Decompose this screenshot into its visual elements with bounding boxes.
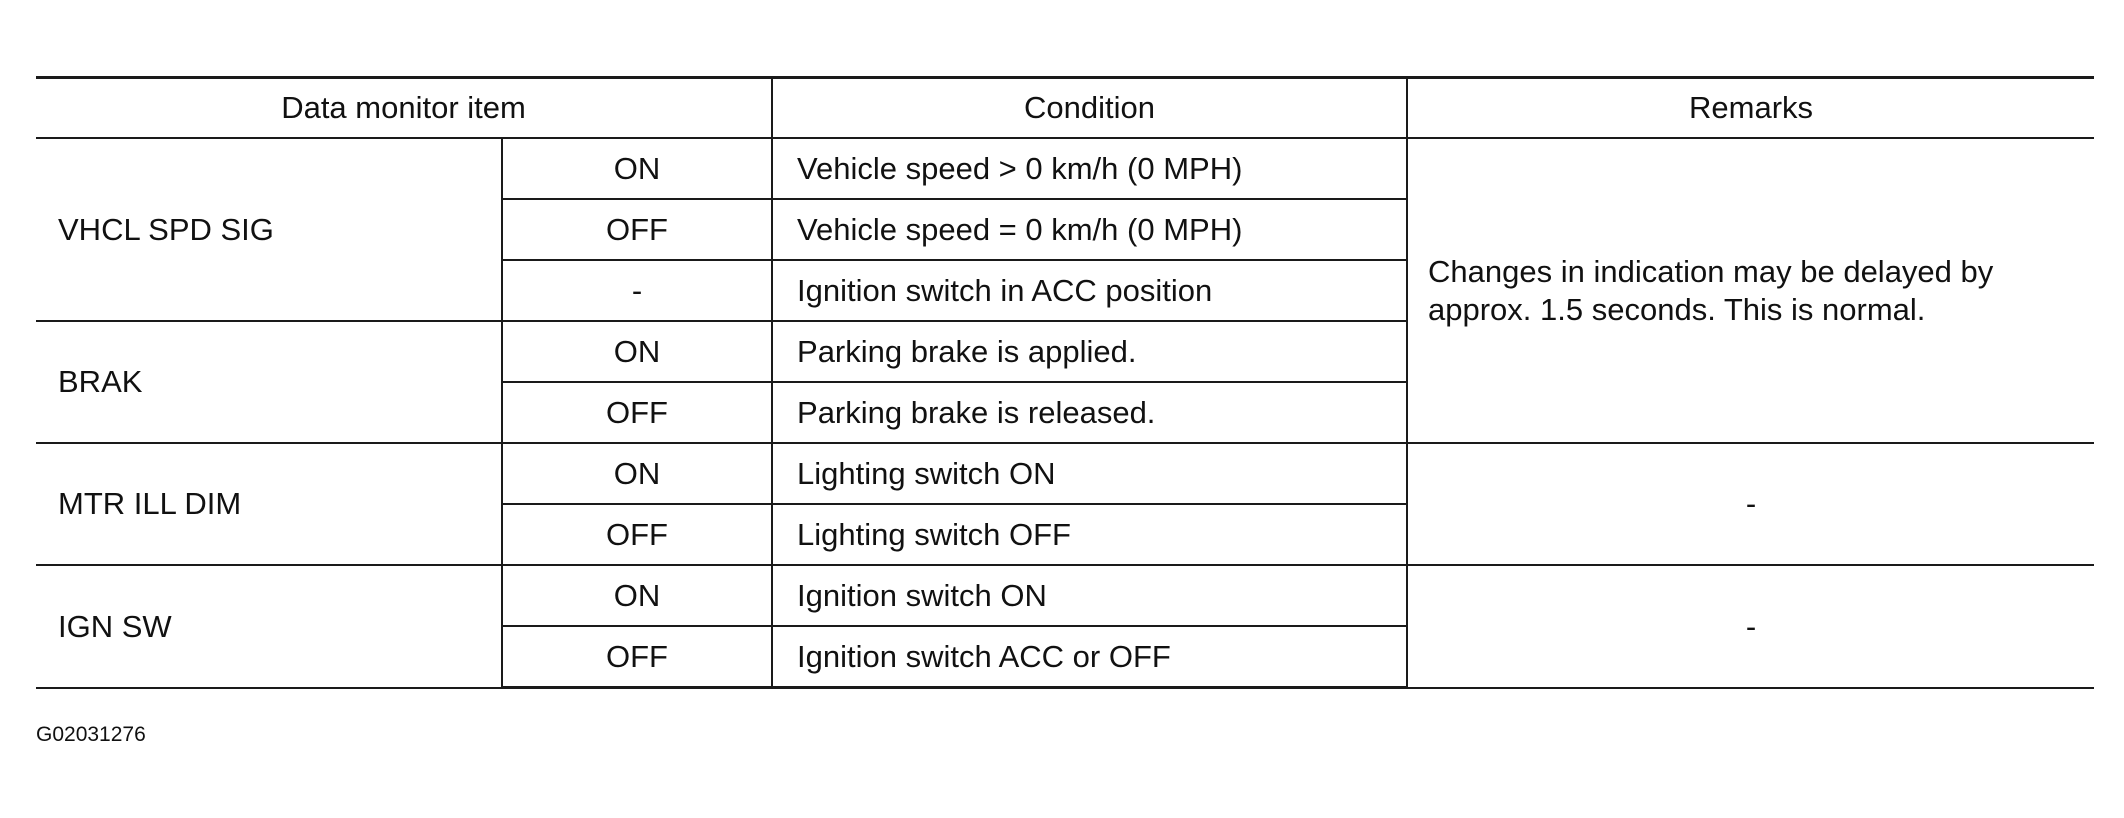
- state-cell: OFF: [502, 199, 772, 260]
- state-cell: OFF: [502, 626, 772, 688]
- header-condition: Condition: [772, 78, 1407, 139]
- condition-cell: Ignition switch ON: [772, 565, 1407, 626]
- condition-cell: Parking brake is released.: [772, 382, 1407, 443]
- table-row: [36, 443, 2094, 504]
- header-remarks: Remarks: [1407, 78, 2094, 139]
- state-cell: ON: [502, 443, 772, 504]
- item-name-vhcl-spd-sig: VHCL SPD SIG: [36, 138, 502, 321]
- condition-cell: Lighting switch OFF: [772, 504, 1407, 565]
- figure-code: G02031276: [36, 723, 146, 746]
- remarks-meter-illumination: -: [1407, 443, 2094, 565]
- state-cell: ON: [502, 138, 772, 199]
- item-name-mtr-ill-dim: MTR ILL DIM: [36, 443, 502, 565]
- condition-cell: Lighting switch ON: [772, 443, 1407, 504]
- state-cell: ON: [502, 321, 772, 382]
- state-cell: -: [502, 260, 772, 321]
- state-cell: OFF: [502, 504, 772, 565]
- table-row: [36, 138, 2094, 199]
- table-row: [36, 565, 2094, 626]
- data-monitor-table-container: [36, 76, 2094, 689]
- condition-cell: Ignition switch ACC or OFF: [772, 626, 1407, 688]
- remarks-speed-and-brake: Changes in indication may be delayed by approx. 1.5 seconds. This is normal.: [1407, 138, 2094, 443]
- data-monitor-table: [36, 76, 2094, 689]
- condition-cell: Vehicle speed > 0 km/h (0 MPH): [772, 138, 1407, 199]
- item-name-brak: BRAK: [36, 321, 502, 443]
- condition-cell: Ignition switch in ACC position: [772, 260, 1407, 321]
- header-data-monitor-item: Data monitor item: [36, 78, 772, 139]
- item-name-ign-sw: IGN SW: [36, 565, 502, 688]
- state-cell: ON: [502, 565, 772, 626]
- condition-cell: Vehicle speed = 0 km/h (0 MPH): [772, 199, 1407, 260]
- table-header-row: [36, 78, 2094, 139]
- state-cell: OFF: [502, 382, 772, 443]
- condition-cell: Parking brake is applied.: [772, 321, 1407, 382]
- remarks-ignition-switch: -: [1407, 565, 2094, 688]
